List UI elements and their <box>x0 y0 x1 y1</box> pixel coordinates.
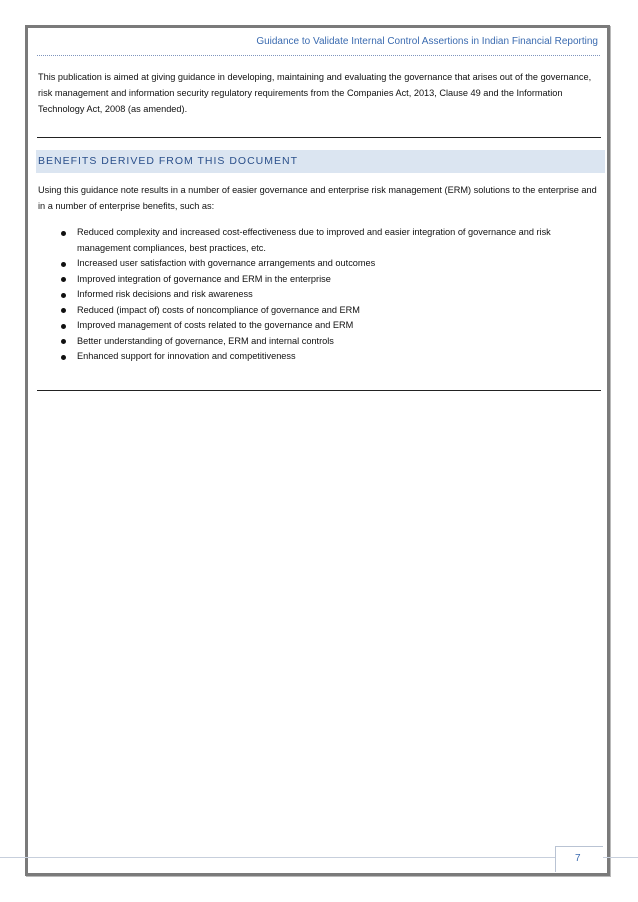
list-item <box>38 287 598 303</box>
list-item <box>38 334 598 350</box>
bullet-icon <box>61 308 66 313</box>
section-divider-top <box>37 137 601 138</box>
section-divider-bottom <box>37 390 601 391</box>
list-item <box>38 349 598 365</box>
footer-line-left <box>0 857 555 858</box>
bullet-icon <box>61 293 66 298</box>
list-item <box>38 256 598 272</box>
running-header: Guidance to Validate Internal Control Assertions in Indian Financial Reporting <box>256 36 598 47</box>
section-lead-paragraph: Using this guidance note results in a number of easier governance and enterprise risk management (ERM) solutions to the enterprise and in a number of enterprise benefits, such as: <box>38 185 597 211</box>
benefit-text: Improved management of costs related to the governance and ERM <box>77 320 354 330</box>
benefit-text: Increased user satisfaction with governance arrangements and outcomes <box>77 258 376 268</box>
list-item <box>38 303 598 319</box>
benefit-text: Enhanced support for innovation and competitiveness <box>77 351 296 361</box>
benefits-list <box>38 225 598 365</box>
bullet-icon <box>61 355 66 360</box>
list-item <box>38 272 598 288</box>
list-item <box>38 318 598 334</box>
bullet-icon <box>61 339 66 344</box>
bullet-icon <box>61 277 66 282</box>
bullet-icon <box>61 231 66 236</box>
page-number: 7 <box>575 853 581 864</box>
benefit-text: Informed risk decisions and risk awareness <box>77 289 253 299</box>
intro-paragraph: This publication is aimed at giving guidance in developing, maintaining and evaluating the governance that arises out of the governance, risk management and information security regulatory requirements from the Companies Act, 2013, Clause 49 and the Information Technology Act, 2008 (as amended). <box>38 72 592 114</box>
footer-line-right <box>603 857 638 858</box>
benefit-text: Reduced complexity and increased cost-effectiveness due to improved and easier integration of governance and risk management compliances, best practices, etc. <box>77 227 551 253</box>
benefit-text: Reduced (impact of) costs of noncompliance of governance and ERM <box>77 304 360 315</box>
bullet-icon <box>61 324 66 329</box>
benefit-text: Improved integration of governance and ERM in the enterprise <box>77 273 331 284</box>
header-divider <box>37 55 600 56</box>
section-heading: BENEFITS DERIVED FROM THIS DOCUMENT <box>36 150 605 173</box>
benefit-text: Better understanding of governance, ERM and internal controls <box>77 335 334 346</box>
bullet-icon <box>61 262 66 267</box>
list-item <box>38 225 598 256</box>
